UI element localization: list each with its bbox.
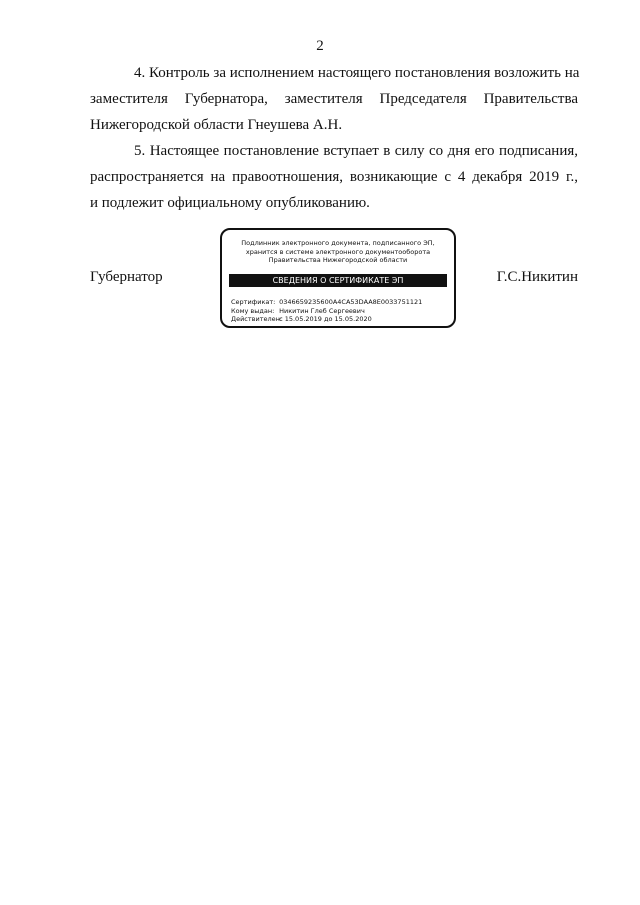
page-number: 2 <box>316 38 324 54</box>
stamp-header-line: Правительства Нижегородской области <box>268 256 408 264</box>
paragraph-line: заместителя Губернатора, заместителя Председателя Правительства <box>90 91 578 107</box>
signatory-title: Губернатор <box>90 269 163 285</box>
validity-value: с 15.05.2019 до 15.05.2020 <box>279 315 372 323</box>
issued-to-row <box>231 307 422 316</box>
stamp-certificate-bar: СВЕДЕНИЯ О СЕРТИФИКАТЕ ЭП <box>229 274 447 287</box>
issued-to-value: Никитин Глеб Сергеевич <box>279 306 365 315</box>
certificate-value: 0346659235600A4CA53DAA8E0033751121 <box>279 298 423 306</box>
stamp-header-line: хранится в системе электронного документооборота <box>245 247 431 256</box>
paragraph-5 <box>90 138 578 216</box>
validity-row <box>231 315 422 324</box>
validity-label: Действителен: <box>231 315 283 323</box>
digital-signature-stamp <box>220 228 456 328</box>
stamp-header-line: Подлинник электронного документа, подписанного ЭП, <box>241 239 435 247</box>
certificate-label: Сертификат: <box>231 298 276 306</box>
paragraph-4 <box>90 60 578 138</box>
paragraph-line: Нижегородской области Гнеушева А.Н. <box>90 117 343 133</box>
paragraph-line: 4. Контроль за исполнением настоящего постановления возложить на <box>134 65 580 81</box>
stamp-details <box>231 298 422 324</box>
certificate-row <box>231 298 422 307</box>
stamp-header <box>222 239 454 265</box>
paragraph-line: и подлежит официальному опубликованию. <box>90 195 370 211</box>
issued-to-label: Кому выдан: <box>231 306 275 315</box>
signatory-name: Г.С.Никитин <box>496 269 578 285</box>
paragraph-line: распространяется на правоотношения, возникающие с 4 декабря 2019 г., <box>90 169 578 185</box>
paragraph-line: 5. Настоящее постановление вступает в силу со дня его подписания, <box>134 143 578 159</box>
